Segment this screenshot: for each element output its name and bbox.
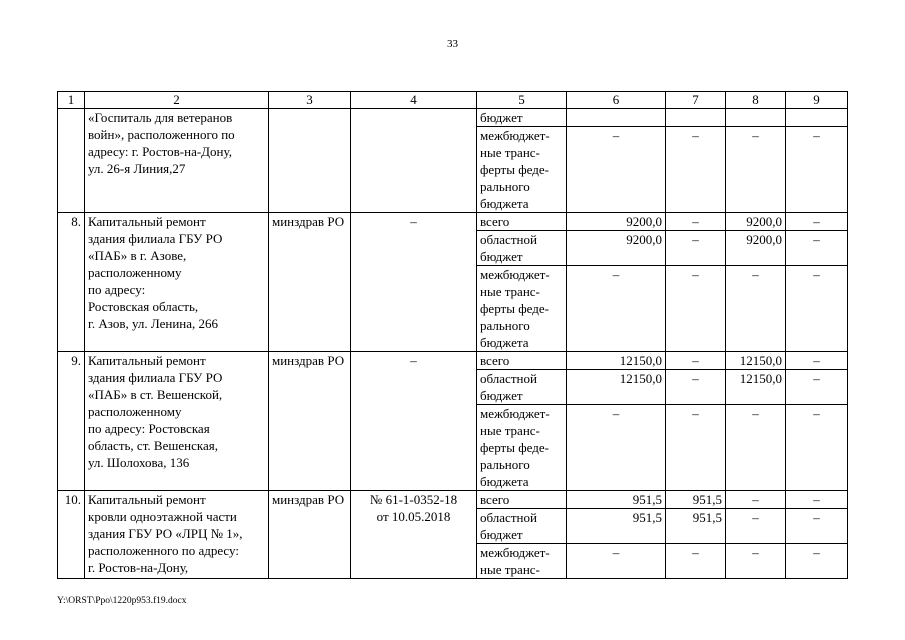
value-cell: – — [726, 127, 786, 213]
value-cell: – — [786, 213, 848, 231]
table-row — [58, 213, 848, 231]
funding-source: межбюджет- ные транс- — [477, 544, 567, 579]
value-cell: – — [786, 266, 848, 352]
document: № 61-1-0352-18 от 10.05.2018 — [351, 491, 477, 579]
table-row — [58, 109, 848, 127]
page-number: 33 — [447, 38, 458, 50]
value-cell: 12150,0 — [567, 370, 666, 405]
header-cell: 1 — [58, 92, 85, 109]
value-cell: – — [666, 127, 726, 213]
object-name: Капитальный ремонт кровли одноэтажной части здания ГБУ РО «ЛРЦ № 1», расположенного по адресу: г. Ростов-на-Дону, — [85, 491, 269, 579]
funding-source: межбюджет- ные транс- ферты феде- рального бюджета — [477, 266, 567, 352]
funding-source: областной бюджет — [477, 509, 567, 544]
header-cell: 8 — [726, 92, 786, 109]
value-cell: – — [567, 405, 666, 491]
value-cell — [567, 109, 666, 127]
value-cell — [786, 109, 848, 127]
value-cell: – — [666, 213, 726, 231]
value-cell: – — [726, 266, 786, 352]
value-cell: 12150,0 — [567, 352, 666, 370]
funding-source: межбюджет- ные транс- ферты феде- рального бюджета — [477, 405, 567, 491]
header-cell: 3 — [269, 92, 351, 109]
funding-source: бюджет — [477, 109, 567, 127]
document: – — [351, 213, 477, 352]
value-cell: 951,5 — [666, 491, 726, 509]
value-cell: – — [726, 491, 786, 509]
value-cell: – — [726, 405, 786, 491]
value-cell: – — [666, 544, 726, 579]
value-cell: – — [726, 544, 786, 579]
value-cell: – — [666, 352, 726, 370]
executor — [269, 109, 351, 213]
funding-source: всего — [477, 352, 567, 370]
value-cell: – — [567, 266, 666, 352]
value-cell: – — [786, 509, 848, 544]
document: – — [351, 352, 477, 491]
funding-source: всего — [477, 491, 567, 509]
header-cell: 2 — [85, 92, 269, 109]
value-cell: 951,5 — [567, 491, 666, 509]
value-cell: 9200,0 — [726, 231, 786, 266]
value-cell: – — [786, 491, 848, 509]
object-name: «Госпиталь для ветеранов войн», расположенного по адресу: г. Ростов-на-Дону, ул. 26-я Линия,27 — [85, 109, 269, 213]
header-row — [58, 92, 848, 109]
header-cell: 9 — [786, 92, 848, 109]
table-row — [58, 491, 848, 509]
header-cell: 4 — [351, 92, 477, 109]
value-cell: – — [726, 509, 786, 544]
value-cell: – — [666, 231, 726, 266]
value-cell: – — [786, 231, 848, 266]
value-cell: – — [567, 127, 666, 213]
row-number — [58, 109, 85, 213]
value-cell: – — [666, 405, 726, 491]
value-cell — [666, 109, 726, 127]
value-cell: – — [567, 544, 666, 579]
value-cell: 9200,0 — [726, 213, 786, 231]
value-cell: – — [786, 370, 848, 405]
budget-table — [57, 91, 848, 579]
document — [351, 109, 477, 213]
value-cell: 9200,0 — [567, 231, 666, 266]
object-name: Капитальный ремонт здания филиала ГБУ РО «ПАБ» в ст. Вешенской, расположенному по адресу: Ростовская область, ст. Вешенская, ул. Шолохова, 136 — [85, 352, 269, 491]
funding-source: областной бюджет — [477, 231, 567, 266]
value-cell: – — [786, 127, 848, 213]
executor: минздрав РО — [269, 352, 351, 491]
footer-file-path: Y:\ORST\Ppo\1220p953.f19.docx — [57, 596, 187, 606]
value-cell: – — [786, 352, 848, 370]
value-cell: 12150,0 — [726, 370, 786, 405]
header-cell: 7 — [666, 92, 726, 109]
funding-source: областной бюджет — [477, 370, 567, 405]
value-cell: 12150,0 — [726, 352, 786, 370]
value-cell: – — [786, 405, 848, 491]
object-name: Капитальный ремонт здания филиала ГБУ РО «ПАБ» в г. Азове, расположенному по адресу: Ростовская область, г. Азов, ул. Ленина, 266 — [85, 213, 269, 352]
value-cell: – — [786, 544, 848, 579]
table-row — [58, 352, 848, 370]
executor: минздрав РО — [269, 213, 351, 352]
funding-source: межбюджет- ные транс- ферты феде- рального бюджета — [477, 127, 567, 213]
value-cell — [726, 109, 786, 127]
value-cell: – — [666, 266, 726, 352]
row-number: 10. — [58, 491, 85, 579]
row-number: 8. — [58, 213, 85, 352]
row-number: 9. — [58, 352, 85, 491]
value-cell: 951,5 — [567, 509, 666, 544]
header-cell: 5 — [477, 92, 567, 109]
header-cell: 6 — [567, 92, 666, 109]
value-cell: – — [666, 370, 726, 405]
executor: минздрав РО — [269, 491, 351, 579]
value-cell: 9200,0 — [567, 213, 666, 231]
value-cell: 951,5 — [666, 509, 726, 544]
funding-source: всего — [477, 213, 567, 231]
